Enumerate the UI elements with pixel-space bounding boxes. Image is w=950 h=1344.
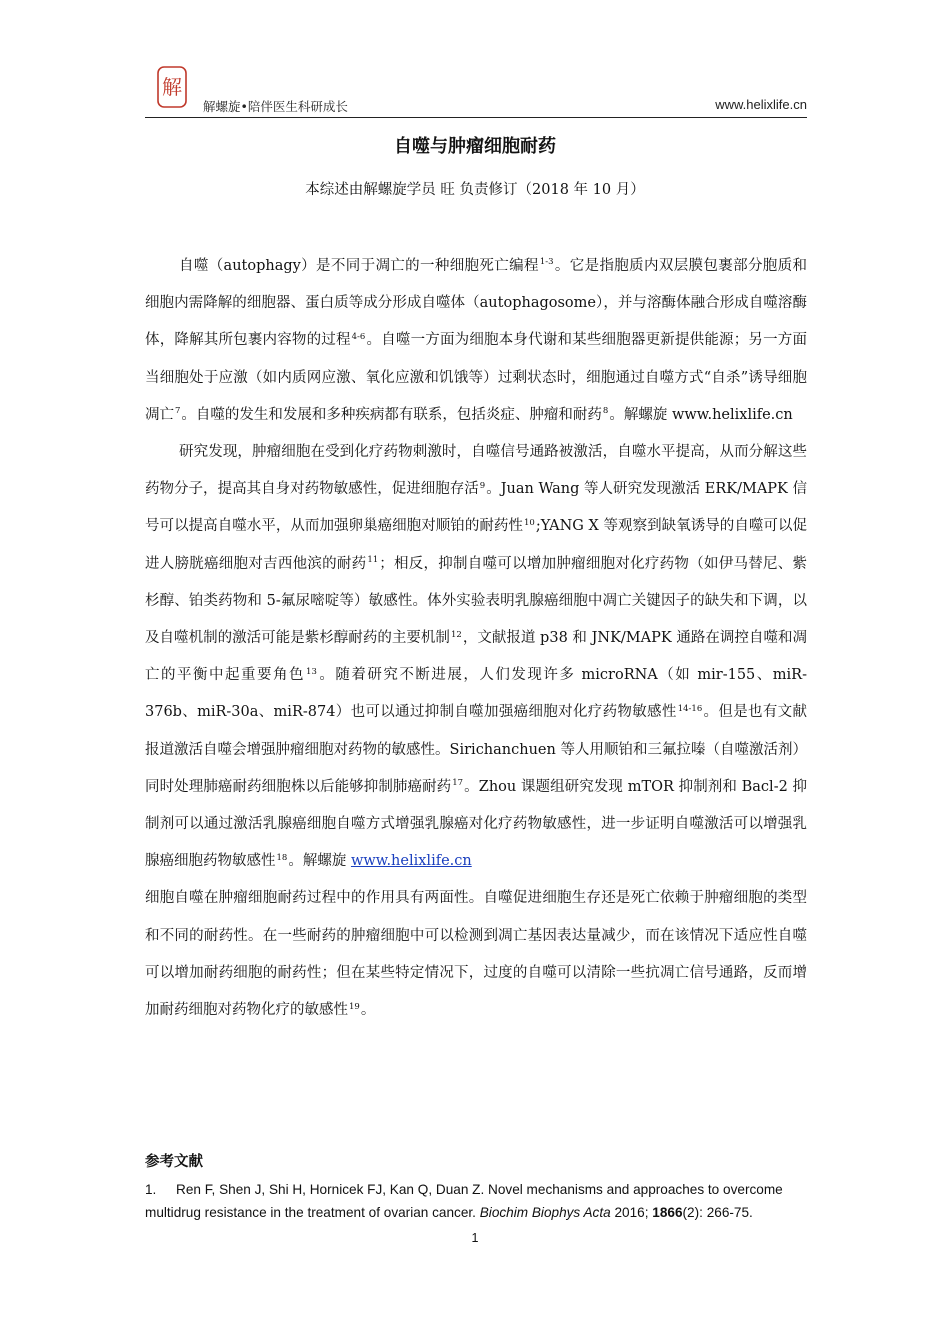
svg-text:解: 解 (162, 75, 182, 99)
header-divider (145, 117, 807, 118)
article-body (145, 248, 807, 1029)
website-link[interactable]: www.helixlife.cn (350, 853, 472, 870)
paragraph-2: 研究发现，肿瘤细胞在受到化疗药物刺激时，自噬信号通路被激活，自噬水平提高，从而分解这些药物分子，提高其自身对药物敏感性，促进细胞存活$^9$。Juan Wang 等人研究发现激活 ERK/MAPK 信号可以提高自噬水平，从而加强卵巢癌细胞对顺铂的耐药性$^{10}$;YANG X 等观察到缺氧诱导的自噬可以促进人膀胱癌细胞对吉西他滨的耐药$^{11}$；相反，抑制自噬可以增加肿瘤细胞对化疗药物（如伊马替尼、紫杉醇、铂类药物和 5-氟尿嘧啶等）敏感性。体外实验表明乳腺癌细胞中凋亡关键因子的缺失和下调，以及自噬机制的激活可能是紫杉醇耐药的主要机制$^{12}$，文献报道 p38 和 JNK/MAPK 通路在调控自噬和凋亡的平衡中起重要角色$^{13}$。随着研究不断进展，人们发现许多 microRNA（如 mir-155、miR-376b、miR-30a、miR-874）也可以通过抑制自噬加强癌细胞对化疗药物敏感性$^{14-16}$。但是也有文献报道激活自噬会增强肿瘤细胞对药物的敏感性。Sirichanchuen 等人用顺铂和三氟拉嗪（自噬激活剂）同时处理肺癌耐药细胞株以后能够抑制肺癌耐药$^{17}$。Zhou 课题组研究发现 mTOR 抑制剂和 Bacl-2 抑制剂可以通过激活乳腺癌细胞自噬方式增强乳腺癌对化疗药物敏感性，进一步证明自噬激活可以增强乳腺癌细胞药物敏感性$^{18}$。解螺旋 www.helixlife.cn (145, 444, 808, 870)
reference-volume: 1866 (652, 1205, 683, 1220)
article-title: 自噬与肿瘤细胞耐药 (394, 136, 556, 157)
helix-logo-icon (157, 66, 187, 108)
article-subtitle: 本综述由解螺旋学员 旺 负责修订（2018 年 10 月） (305, 182, 645, 198)
paragraph-3: 细胞自噬在肿瘤细胞耐药过程中的作用具有两面性。自噬促进细胞生存还是死亡依赖于肿瘤细胞的类型和不同的耐药性。在一些耐药的肿瘤细胞中可以检测到凋亡基因表达量减少，而在该情况下适应性自噬可以增加耐药细胞的耐药性；但在某些特定情况下，过度的自噬可以清除一些抗凋亡信号通路，反而增加耐药细胞对药物化疗的敏感性$^{19}$。 (145, 890, 807, 1019)
header-website[interactable]: www.helixlife.cn (715, 97, 807, 112)
reference-journal: Biochim Biophys Acta (479, 1205, 611, 1220)
paragraph-1: 自噬（autophagy）是不同于凋亡的一种细胞死亡编程$^{1-3}$。它是指胞质内双层膜包裹部分胞质和细胞内需降解的细胞器、蛋白质等成分形成自噬体（autophagosome），并与溶酶体融合形成自噬溶酶体，降解其所包裹内容物的过程$^{4-6}$。自噬一方面为细胞本身代谢和某些细胞器更新提供能源；另一方面当细胞处于应激（如内质网应激、氧化应激和饥饿等）过剩状态时，细胞通过自噬方式“自杀”诱导细胞凋亡$^7$。自噬的发生和发展和多种疾病都有联系，包括炎症、肿瘤和耐药$^8$。解螺旋 www.helixlife.cn (145, 257, 808, 423)
references-heading: 参考文献 (145, 1154, 203, 1170)
reference-number: 1. (145, 1182, 157, 1197)
header-slogan: 解螺旋•陪伴医生科研成长 (203, 99, 348, 114)
page-header (145, 62, 807, 118)
page-number: 1 (471, 1231, 479, 1245)
reference-item: 1. Ren F, Shen J, Shi H, Hornicek FJ, Kan Q, Duan Z. Novel mechanisms and approaches to overcome multidrug resistance in the treatment of ovarian cancer. Biochim Biophys Acta 2016; 1866(2): 266-75. (145, 1178, 807, 1224)
